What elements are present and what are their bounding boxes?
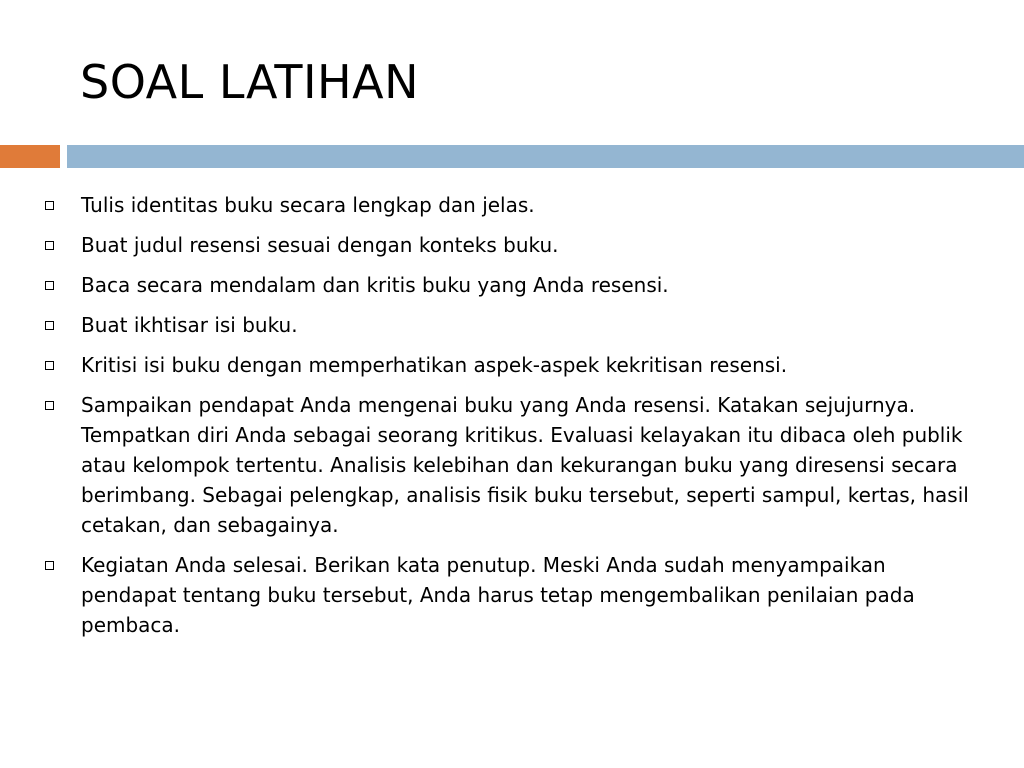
square-bullet-icon — [45, 401, 54, 410]
list-item-text: Baca secara mendalam dan kritis buku yang Anda resensi. — [81, 273, 669, 297]
square-bullet-icon — [45, 361, 54, 370]
list-item — [40, 270, 980, 300]
list-item-text: Buat judul resensi sesuai dengan konteks buku. — [81, 233, 559, 257]
bullet-list — [40, 190, 980, 650]
title-divider-bar — [67, 145, 1024, 168]
square-bullet-icon — [45, 281, 54, 290]
square-bullet-icon — [45, 561, 54, 570]
square-bullet-icon — [45, 241, 54, 250]
list-item-text: Kegiatan Anda selesai. Berikan kata penutup. Meski Anda sudah menyampaikan pendapat tentang buku tersebut, Anda harus tetap mengembalikan penilaian pada pembaca. — [81, 553, 915, 637]
list-item — [40, 190, 980, 220]
list-item — [40, 310, 980, 340]
list-item-text: Buat ikhtisar isi buku. — [81, 313, 298, 337]
square-bullet-icon — [45, 321, 54, 330]
list-item-text: Tulis identitas buku secara lengkap dan jelas. — [81, 193, 535, 217]
list-item — [40, 550, 980, 640]
list-item — [40, 350, 980, 380]
list-item-text: Sampaikan pendapat Anda mengenai buku yang Anda resensi. Katakan sejujurnya. Tempatkan diri Anda sebagai seorang kritikus. Evaluasi kelayakan itu dibaca oleh publik atau kelompok tertentu. Analisis kelebihan dan kekurangan buku yang diresensi secara berimbang. Sebagai pelengkap, analisis fisik buku tersebut, seperti sampul, kertas, hasil cetakan, dan sebagainya. — [81, 393, 969, 537]
list-item — [40, 230, 980, 260]
list-item — [40, 390, 980, 540]
list-item-text: Kritisi isi buku dengan memperhatikan aspek-aspek kekritisan resensi. — [81, 353, 788, 377]
slide-title: SOAL LATIHAN — [80, 55, 420, 109]
square-bullet-icon — [45, 201, 54, 210]
title-accent-bar — [0, 145, 60, 168]
